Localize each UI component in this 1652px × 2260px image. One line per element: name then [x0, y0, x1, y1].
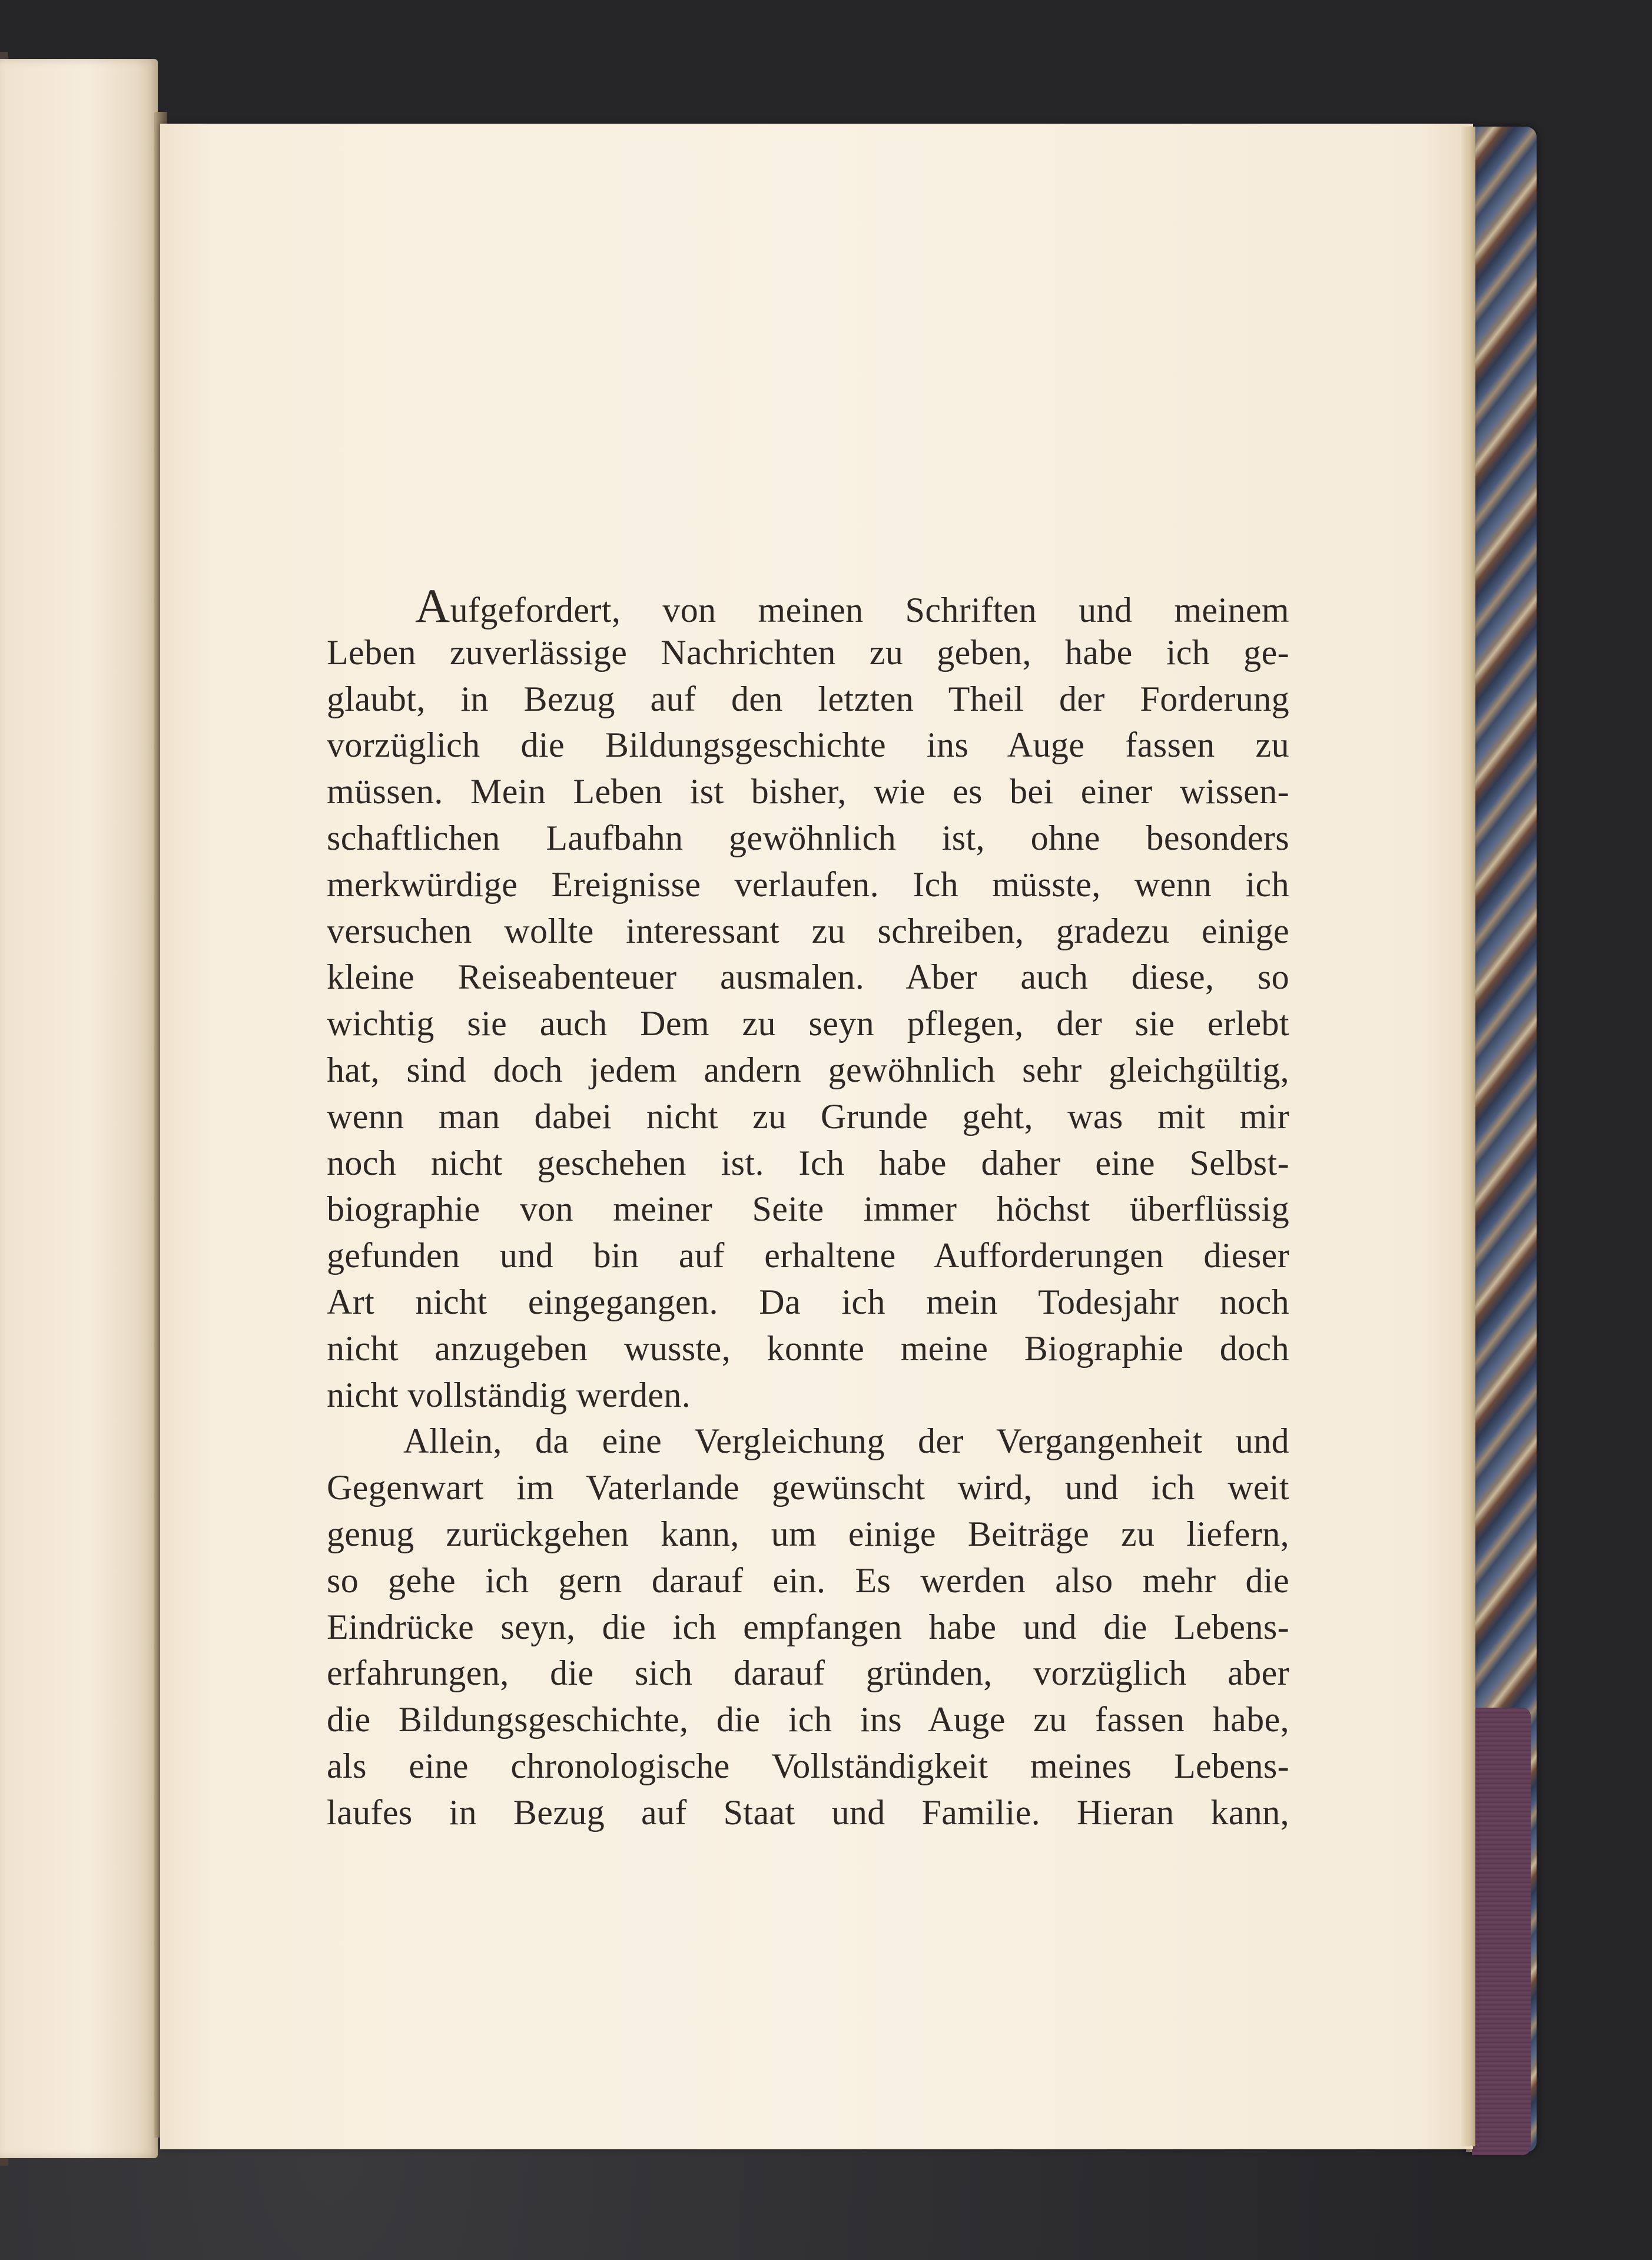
text-line: schaftlichen Laufbahn gewöhnlich ist, ohne besonders: [327, 818, 1289, 857]
text-line: versuchen wollte interessant zu schreiben, gradezu einige: [327, 911, 1289, 950]
text-line: Eindrücke seyn, die ich empfangen habe und die Lebens-: [327, 1607, 1289, 1646]
text-line: die Bildungsgeschichte, die ich ins Auge zu fassen habe,: [327, 1700, 1289, 1739]
text-line: wichtig sie auch Dem zu seyn pflegen, der sie erlebt: [327, 1004, 1289, 1043]
text-line: Aufgefordert, von meinen Schriften und meinem: [415, 579, 1289, 632]
text-line: Allein, da eine Vergleichung der Vergangenheit und: [403, 1421, 1289, 1461]
text-line: Gegenwart im Vaterlande gewünscht wird, und ich weit: [327, 1468, 1289, 1507]
text-line: hat, sind doch jedem andern gewöhnlich sehr gleichgültig,: [327, 1050, 1289, 1089]
text-line: noch nicht geschehen ist. Ich habe daher eine Selbst-: [327, 1143, 1289, 1182]
page-edges: [1461, 127, 1475, 2146]
text-line: nicht vollständig werden.: [327, 1375, 691, 1414]
text-line: glaubt, in Bezug auf den letzten Theil der Forderung: [327, 679, 1289, 718]
text-line: laufes in Bezug auf Staat und Familie. Hieran kann,: [327, 1792, 1289, 1832]
text-line: merkwürdige Ereignisse verlaufen. Ich müsste, wenn ich: [327, 864, 1289, 904]
text-line: so gehe ich gern darauf ein. Es werden also mehr die: [327, 1560, 1289, 1600]
text-line: wenn man dabei nicht zu Grunde geht, was mit mir: [327, 1096, 1289, 1136]
text-line: kleine Reiseabenteuer ausmalen. Aber auch diese, so: [327, 957, 1289, 997]
facing-page: [0, 59, 158, 2158]
text-line: gefunden und bin auf erhaltene Aufforderungen dieser: [327, 1236, 1289, 1275]
text-line: Leben zuverlässige Nachrichten zu geben, habe ich ge-: [327, 632, 1289, 672]
text-line: nicht anzugeben wusste, konnte meine Biographie doch: [327, 1328, 1289, 1368]
body-text: [327, 579, 1289, 1836]
text-line: vorzüglich die Bildungsgeschichte ins Auge fassen zu: [327, 725, 1289, 765]
text-line: Art nicht eingegangen. Da ich mein Todesjahr noch: [327, 1282, 1289, 1321]
text-line: biographie von meiner Seite immer höchst überflüssig: [327, 1189, 1289, 1229]
text-line: als eine chronologische Vollständigkeit meines Lebens-: [327, 1746, 1289, 1785]
text-line: genug zurückgehen kann, um einige Beiträge zu liefern,: [327, 1514, 1289, 1553]
cover-cloth-corner: [1472, 1708, 1531, 2155]
text-line: erfahrungen, die sich darauf gründen, vorzüglich aber: [327, 1653, 1289, 1693]
text-line: müssen. Mein Leben ist bisher, wie es bei einer wissen-: [327, 772, 1289, 811]
